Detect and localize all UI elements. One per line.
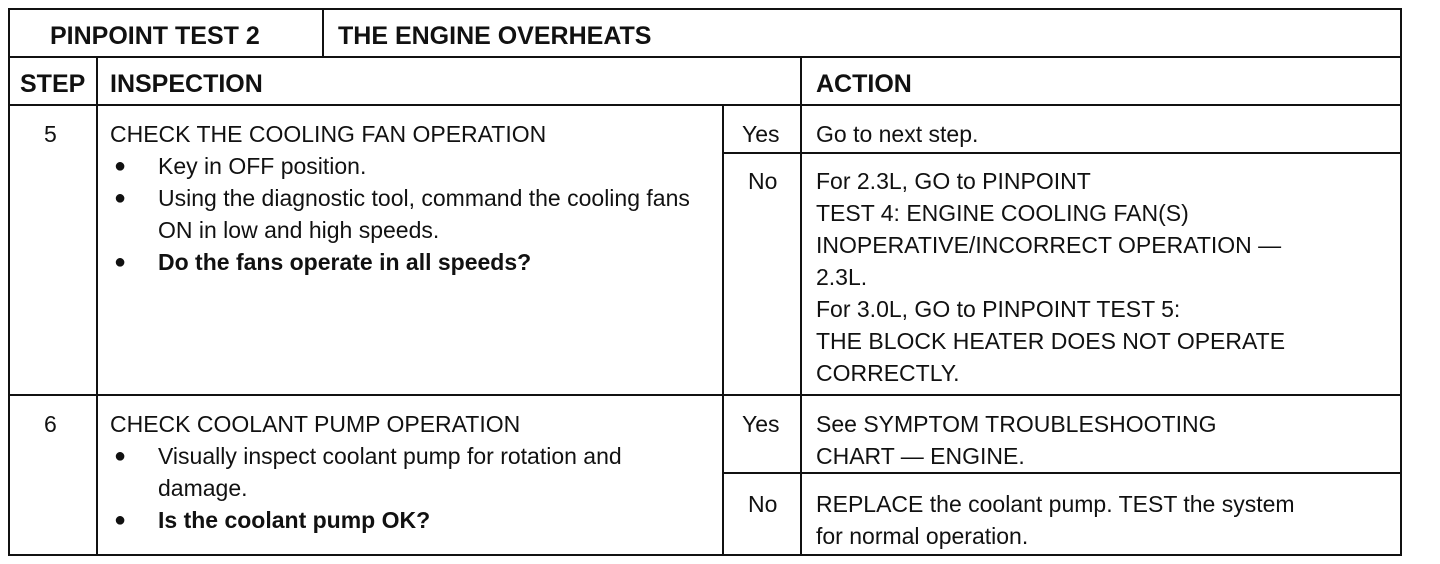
test-label: PINPOINT TEST 2 bbox=[50, 22, 260, 50]
bullet-icon: ● bbox=[114, 509, 127, 531]
column-header-step: STEP bbox=[20, 70, 86, 98]
step-title: CHECK THE COOLING FAN OPERATION bbox=[110, 121, 547, 147]
step-number: 6 bbox=[44, 411, 57, 437]
divider bbox=[10, 394, 1400, 396]
step-title: CHECK COOLANT PUMP OPERATION bbox=[110, 411, 521, 437]
divider bbox=[96, 56, 98, 556]
bullet-icon: ● bbox=[114, 155, 127, 177]
no-label: No bbox=[748, 168, 778, 194]
inspection-list bbox=[110, 150, 710, 278]
step-number: 5 bbox=[44, 121, 57, 147]
list-item: ● Is the coolant pump OK? bbox=[110, 504, 710, 536]
divider bbox=[10, 56, 1400, 58]
list-item: ● Key in OFF position. bbox=[110, 150, 710, 182]
no-label: No bbox=[748, 491, 778, 517]
yes-action: Go to next step. bbox=[816, 121, 979, 147]
divider bbox=[722, 472, 1400, 474]
pinpoint-test-table bbox=[8, 8, 1402, 556]
inspection-list bbox=[110, 440, 710, 536]
yes-label: Yes bbox=[742, 411, 780, 437]
bullet-icon: ● bbox=[114, 187, 127, 209]
bullet-icon: ● bbox=[114, 445, 127, 467]
yes-action: See SYMPTOM TROUBLESHOOTING CHART — ENGINE. bbox=[816, 411, 1217, 469]
divider bbox=[10, 104, 1400, 106]
divider bbox=[800, 56, 802, 556]
divider bbox=[722, 152, 1400, 154]
column-header-inspection: INSPECTION bbox=[110, 70, 263, 98]
divider bbox=[322, 10, 324, 56]
test-title: THE ENGINE OVERHEATS bbox=[338, 22, 652, 50]
no-action: For 2.3L, GO to PINPOINT TEST 4: ENGINE COOLING FAN(S) INOPERATIVE/INCORRECT OPERATION — 2.3L. For 3.0L, GO to PINPOINT TEST 5: THE BLOCK HEATER DOES NOT OPERATE CORRECTLY. bbox=[816, 168, 1286, 386]
yes-label: Yes bbox=[742, 121, 780, 147]
list-item: ● Do the fans operate in all speeds? bbox=[110, 246, 710, 278]
no-action: REPLACE the coolant pump. TEST the system for normal operation. bbox=[816, 491, 1295, 549]
divider bbox=[722, 104, 724, 556]
column-header-action: ACTION bbox=[816, 70, 912, 98]
step-inspection bbox=[110, 118, 710, 278]
bullet-icon: ● bbox=[114, 251, 127, 273]
list-item: ● Using the diagnostic tool, command the cooling fans ON in low and high speeds. bbox=[110, 182, 710, 246]
step-inspection bbox=[110, 408, 710, 536]
list-item: ● Visually inspect coolant pump for rotation and damage. bbox=[110, 440, 710, 504]
